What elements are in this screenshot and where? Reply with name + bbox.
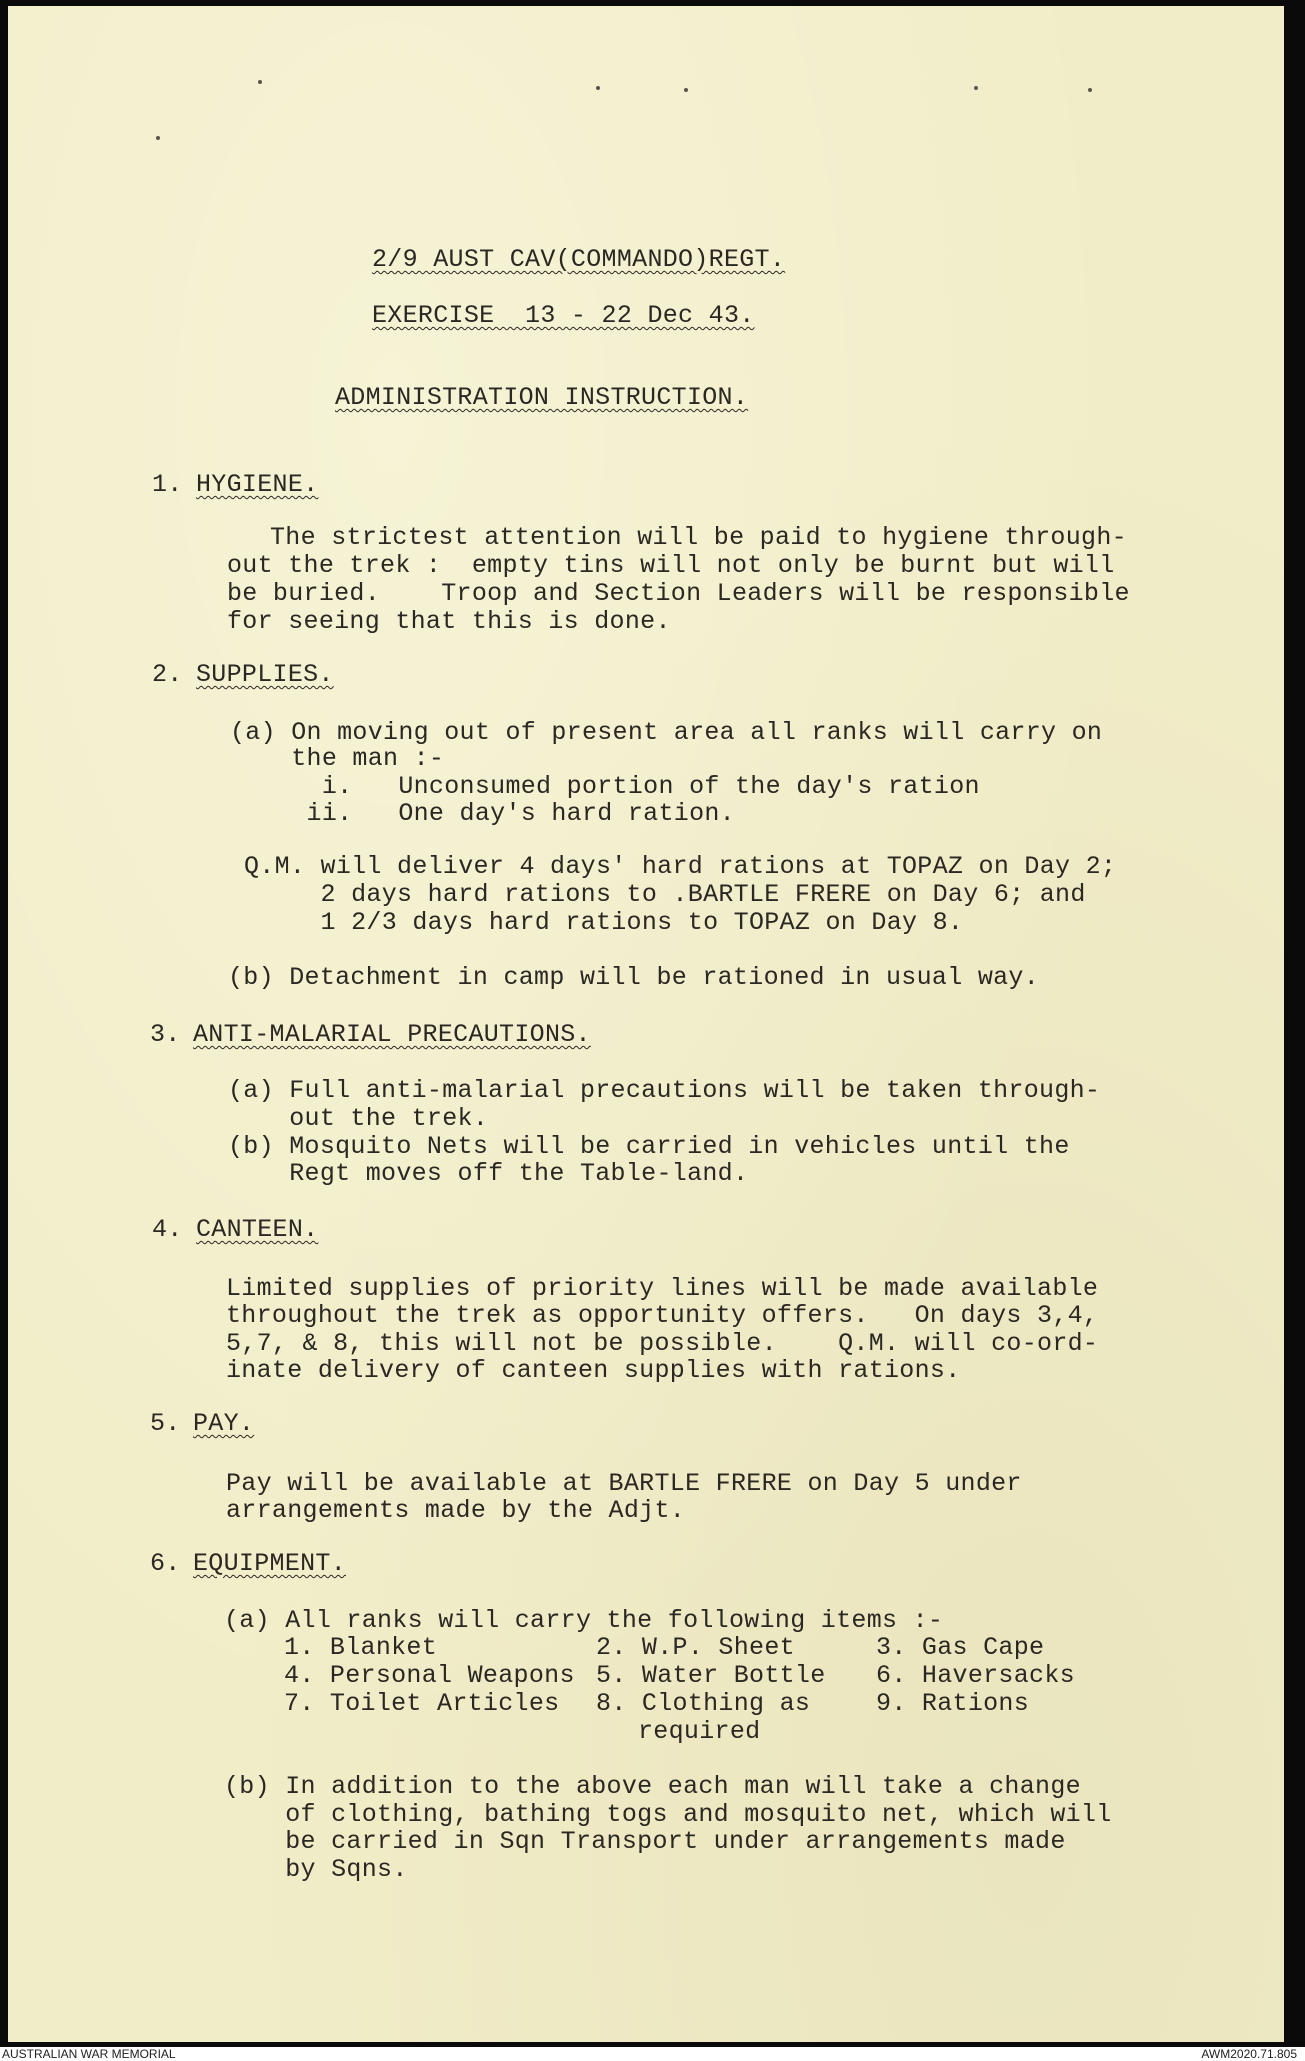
equipment-item: 1. Blanket: [284, 1633, 438, 1662]
body-line: (b) In addition to the above each man will take a change: [224, 1772, 1081, 1801]
body-line: (a) Full anti-malarial precautions will be taken through-: [228, 1076, 1101, 1105]
body-line: arrangements made by the Adjt.: [226, 1496, 686, 1525]
footer-reference: AWM2020.71.805: [1201, 2047, 1297, 2061]
section-number: 1.: [152, 470, 183, 499]
section-number: 3.: [150, 1020, 181, 1049]
section-number: 5.: [150, 1409, 181, 1438]
equipment-item-continuation: required: [638, 1717, 761, 1746]
unit-heading: 2/9 AUST CAV(COMMANDO)REGT.: [372, 245, 786, 274]
equipment-item: 7. Toilet Articles: [284, 1689, 560, 1718]
equipment-item: 5. Water Bottle: [596, 1661, 826, 1690]
body-line: (b) Detachment in camp will be rationed in usual way.: [228, 963, 1040, 992]
body-line: 1 2/3 days hard rations to TOPAZ on Day 8.: [244, 908, 964, 937]
section-heading-canteen: CANTEEN.: [196, 1215, 319, 1244]
body-line: by Sqns.: [224, 1855, 408, 1884]
punch-mark: [596, 86, 600, 90]
body-line: 2 days hard rations to .BARTLE FRERE on Day 6; and: [244, 880, 1086, 909]
body-line: Limited supplies of priority lines will be made available: [226, 1274, 1099, 1303]
document-title: ADMINISTRATION INSTRUCTION.: [335, 383, 749, 412]
equipment-item: 8. Clothing as: [596, 1689, 811, 1718]
punch-mark: [156, 136, 160, 140]
punch-mark: [258, 80, 262, 84]
body-line: The strictest attention will be paid to hygiene through-: [270, 523, 1127, 552]
equipment-item: 2. W.P. Sheet: [596, 1633, 795, 1662]
list-item: ii. One day's hard ration.: [230, 799, 735, 828]
body-line: be carried in Sqn Transport under arrangements made: [224, 1827, 1066, 1856]
section-heading-equipment: EQUIPMENT.: [193, 1549, 347, 1578]
equipment-item: 6. Haversacks: [876, 1661, 1075, 1690]
exercise-heading: EXERCISE 13 - 22 Dec 43.: [372, 301, 755, 330]
body-line: (a) On moving out of present area all ranks will carry on: [230, 718, 1103, 747]
section-number: 6.: [150, 1549, 181, 1578]
equipment-item: 9. Rations: [876, 1689, 1030, 1718]
body-line: be buried. Troop and Section Leaders will be responsible: [227, 579, 1130, 608]
body-line: 5,7, & 8, this will not be possible. Q.M. will co-ord-: [226, 1329, 1099, 1358]
section-number: 4.: [152, 1215, 183, 1244]
punch-mark: [1088, 88, 1092, 92]
section-heading-hygiene: HYGIENE.: [196, 470, 319, 499]
body-line: Pay will be available at BARTLE FRERE on Day 5 under: [226, 1469, 1022, 1498]
punch-mark: [974, 86, 978, 90]
equipment-item: 3. Gas Cape: [876, 1633, 1045, 1662]
body-line: for seeing that this is done.: [227, 607, 671, 636]
body-line: of clothing, bathing togs and mosquito net, which will: [224, 1800, 1112, 1829]
body-line: (b) Mosquito Nets will be carried in vehicles until the: [228, 1132, 1070, 1161]
body-line: (a) All ranks will carry the following items :-: [224, 1606, 944, 1635]
body-line: Regt moves off the Table-land.: [228, 1159, 749, 1188]
body-line: the man :-: [230, 744, 445, 773]
body-line: out the trek : empty tins will not only be burnt but will: [227, 551, 1115, 580]
section-heading-malarial: ANTI-MALARIAL PRECAUTIONS.: [193, 1020, 591, 1049]
body-line: Q.M. will deliver 4 days' hard rations at TOPAZ on Day 2;: [244, 852, 1117, 881]
list-item: i. Unconsumed portion of the day's ration: [230, 772, 980, 801]
body-line: inate delivery of canteen supplies with rations.: [226, 1356, 961, 1385]
punch-mark: [684, 88, 688, 92]
section-heading-supplies: SUPPLIES.: [196, 660, 334, 689]
equipment-item: 4. Personal Weapons: [284, 1661, 575, 1690]
footer-credit: AUSTRALIAN WAR MEMORIAL: [2, 2047, 176, 2061]
section-heading-pay: PAY.: [193, 1409, 255, 1438]
body-line: out the trek.: [228, 1104, 489, 1133]
body-line: throughout the trek as opportunity offers. On days 3,4,: [226, 1301, 1099, 1330]
section-number: 2.: [152, 660, 183, 689]
